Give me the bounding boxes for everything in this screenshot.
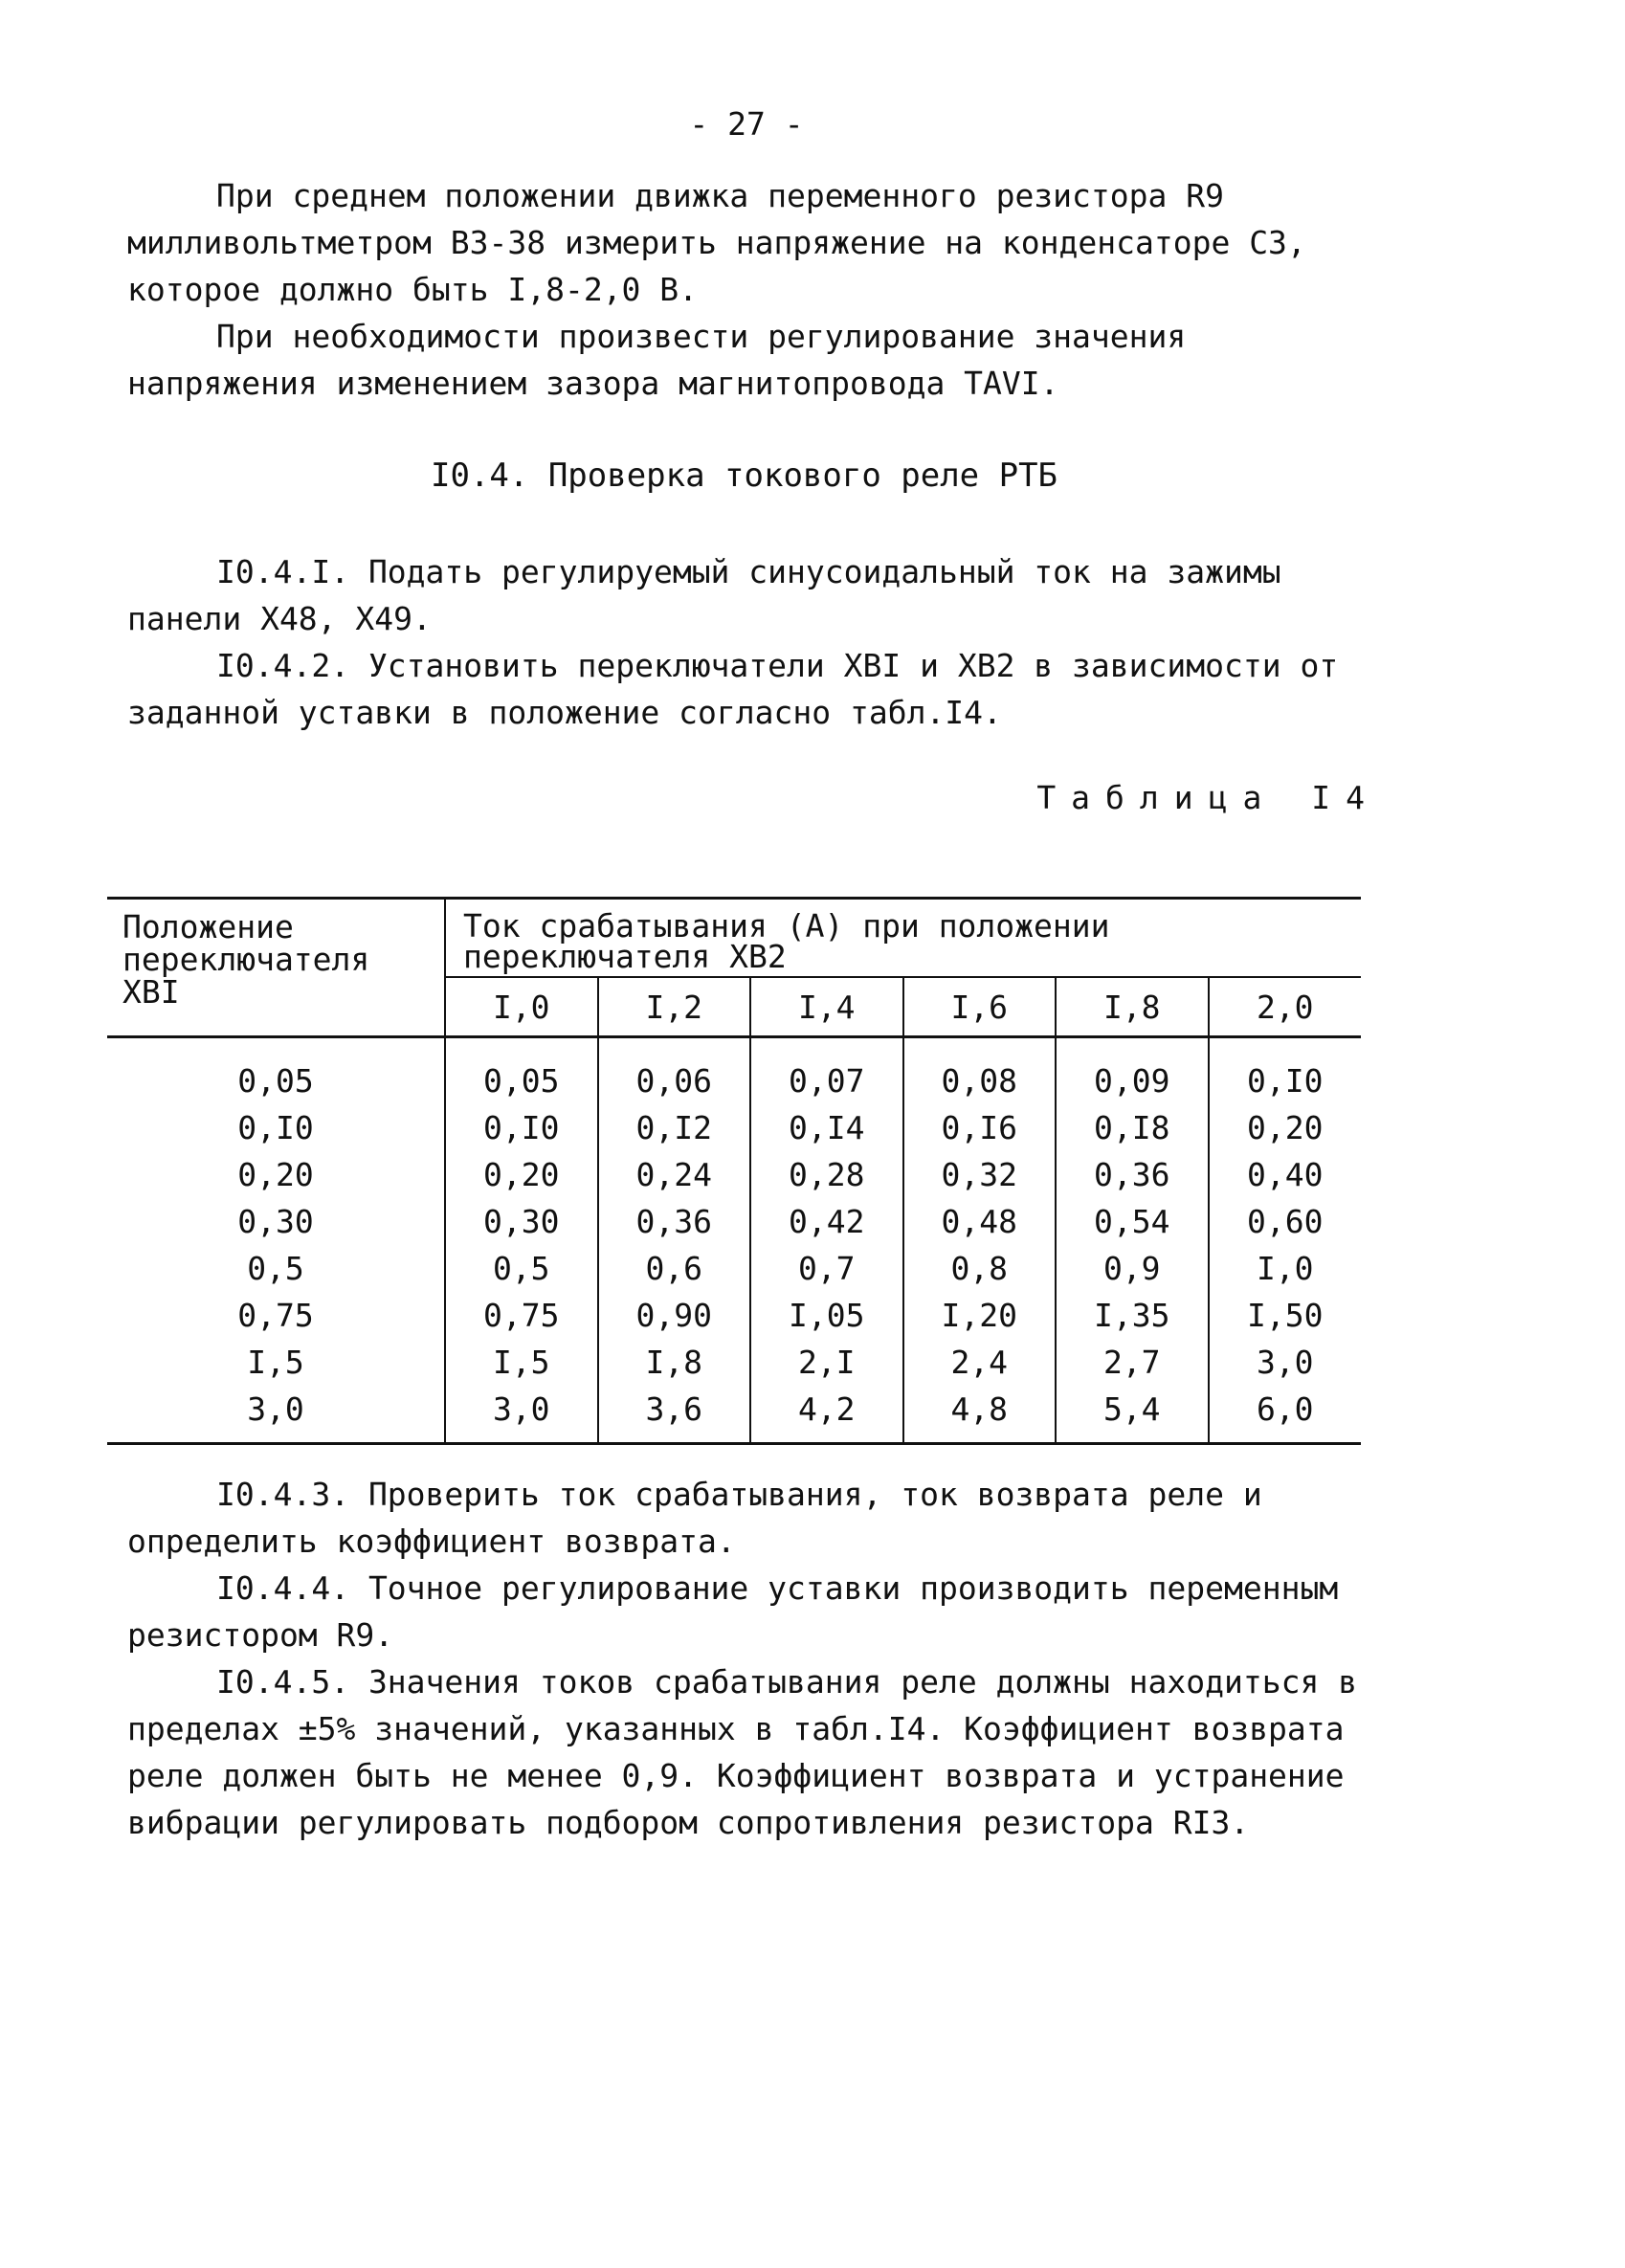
table-cell: I,5 bbox=[445, 1339, 598, 1386]
column-header: 2,0 bbox=[1209, 977, 1362, 1037]
table-cell: 0,32 bbox=[903, 1151, 1057, 1198]
table-cell: 0,06 bbox=[598, 1037, 751, 1105]
table-cell: 2,4 bbox=[903, 1339, 1057, 1386]
table-cell: I,0 bbox=[1256, 1250, 1314, 1287]
column-header: I,2 bbox=[598, 977, 751, 1037]
table-cell: 0,07 bbox=[750, 1037, 903, 1105]
table-cell: 0,7 bbox=[750, 1245, 903, 1292]
table-cell: 0,09 bbox=[1056, 1037, 1209, 1105]
table-cell: 0,30 bbox=[445, 1198, 598, 1245]
row-header-cell: 0,20 bbox=[107, 1151, 445, 1198]
table-cell: 0,42 bbox=[750, 1198, 903, 1245]
paragraph-voltage-measurement: При среднем положении движка переменного резистора R9 милливольтметром В3-38 измерить напряжение на конденсаторе С3, которое должно быть I,8-2,0 В. bbox=[127, 177, 1306, 308]
column-header: I,4 bbox=[750, 977, 903, 1037]
column-header: I,8 bbox=[1056, 977, 1209, 1037]
table-row bbox=[107, 1037, 1361, 1105]
table-cell: 0,20 bbox=[445, 1151, 598, 1198]
current-settings-table bbox=[107, 897, 1361, 1445]
table-cell: 2,7 bbox=[1056, 1339, 1209, 1386]
table-cell: 0,60 bbox=[1247, 1203, 1324, 1240]
table-cell: 0,36 bbox=[1056, 1151, 1209, 1198]
paragraph-10-4-1: I0.4.I. Подать регулируемый синусоидальный ток на зажимы панели Х48, Х49. bbox=[127, 553, 1281, 637]
table-cell: I,50 bbox=[1247, 1297, 1324, 1334]
table-cell: 0,I0 bbox=[1247, 1062, 1324, 1100]
table-cell: 3,6 bbox=[598, 1386, 751, 1444]
table-cell: 0,48 bbox=[903, 1198, 1057, 1245]
table-row bbox=[107, 1104, 1361, 1151]
group-header: Ток срабатывания (А) при положении переключателя ХВ2 bbox=[445, 899, 1361, 978]
table-cell: 0,54 bbox=[1056, 1198, 1209, 1245]
paragraph-10-4-5: I0.4.5. Значения токов срабатывания реле должны находиться в пределах ±5% значений, указанных в табл.I4. Коэффициент возврата реле должен быть не менее 0,9. Коэффициент возврата и устранение вибрации регулировать подбором сопротивления резистора RI3. bbox=[127, 1663, 1358, 1841]
table-cell: 0,05 bbox=[445, 1037, 598, 1105]
table-cell: 0,9 bbox=[1056, 1245, 1209, 1292]
row-header-cell: 0,05 bbox=[107, 1037, 445, 1105]
table-cell: 0,08 bbox=[903, 1037, 1057, 1105]
table-cell: 0,24 bbox=[598, 1151, 751, 1198]
table-cell: I,8 bbox=[598, 1339, 751, 1386]
row-header-cell: 0,75 bbox=[107, 1292, 445, 1339]
section-heading: I0.4. Проверка токового реле РТБ bbox=[431, 456, 1058, 495]
table-cell: 0,28 bbox=[750, 1151, 903, 1198]
page-number: - 27 - bbox=[689, 105, 804, 143]
table-caption: Таблица I4 bbox=[1036, 779, 1380, 816]
table-cell: 0,I4 bbox=[750, 1104, 903, 1151]
paragraph-10-4-3: I0.4.3. Проверить ток срабатывания, ток возврата реле и определить коэффициент возврата. bbox=[127, 1476, 1262, 1560]
table-cell: 0,40 bbox=[1247, 1156, 1324, 1193]
paragraph-10-4-2: I0.4.2. Установить переключатели ХВI и ХВ2 в зависимости от заданной уставки в положение согласно табл.I4. bbox=[127, 647, 1339, 731]
table-cell: I,05 bbox=[750, 1292, 903, 1339]
table-cell: 3,0 bbox=[1256, 1344, 1314, 1381]
table-cell: 3,0 bbox=[445, 1386, 598, 1444]
row-header-cell: 0,5 bbox=[107, 1245, 445, 1292]
table-cell: 0,90 bbox=[598, 1292, 751, 1339]
table-cell: 6,0 bbox=[1209, 1386, 1362, 1444]
row-header-cell: 0,30 bbox=[107, 1198, 445, 1245]
table-row bbox=[107, 1292, 1361, 1339]
column-header: I,6 bbox=[903, 977, 1057, 1037]
table-cell: 2,I bbox=[750, 1339, 903, 1386]
table-cell: I,35 bbox=[1056, 1292, 1209, 1339]
current-settings-table-container bbox=[107, 897, 1361, 1445]
table-cell: 5,4 bbox=[1056, 1386, 1209, 1444]
table-row bbox=[107, 1339, 1361, 1386]
table-cell: 4,2 bbox=[750, 1386, 903, 1444]
table-row bbox=[107, 1245, 1361, 1292]
table-cell: 0,I8 bbox=[1056, 1104, 1209, 1151]
table-cell: 0,5 bbox=[445, 1245, 598, 1292]
table-cell: 0,8 bbox=[903, 1245, 1057, 1292]
table-cell: 0,6 bbox=[598, 1245, 751, 1292]
stub-header: Положение переключателя ХВI bbox=[107, 899, 445, 1037]
column-header: I,0 bbox=[445, 977, 598, 1037]
table-cell: 0,I2 bbox=[598, 1104, 751, 1151]
table-row bbox=[107, 1386, 1361, 1444]
table-cell: 0,36 bbox=[598, 1198, 751, 1245]
table-cell: 0,75 bbox=[445, 1292, 598, 1339]
row-header-cell: I,5 bbox=[107, 1339, 445, 1386]
row-header-cell: 0,I0 bbox=[107, 1104, 445, 1151]
table-body bbox=[107, 1037, 1361, 1444]
paragraph-voltage-adjustment: При необходимости произвести регулирование значения напряжения изменением зазора магнитопровода TAVI. bbox=[127, 318, 1187, 402]
table-row bbox=[107, 1198, 1361, 1245]
table-cell: I,20 bbox=[903, 1292, 1057, 1339]
table-cell: 0,20 bbox=[1247, 1109, 1324, 1146]
table-row bbox=[107, 1151, 1361, 1198]
table-header-row bbox=[107, 899, 1361, 978]
table-cell: 0,I6 bbox=[903, 1104, 1057, 1151]
table-cell: 0,I0 bbox=[445, 1104, 598, 1151]
paragraph-10-4-4: I0.4.4. Точное регулирование уставки производить переменным резистором R9. bbox=[127, 1569, 1339, 1654]
table-cell: 4,8 bbox=[903, 1386, 1057, 1444]
row-header-cell: 3,0 bbox=[107, 1386, 445, 1444]
